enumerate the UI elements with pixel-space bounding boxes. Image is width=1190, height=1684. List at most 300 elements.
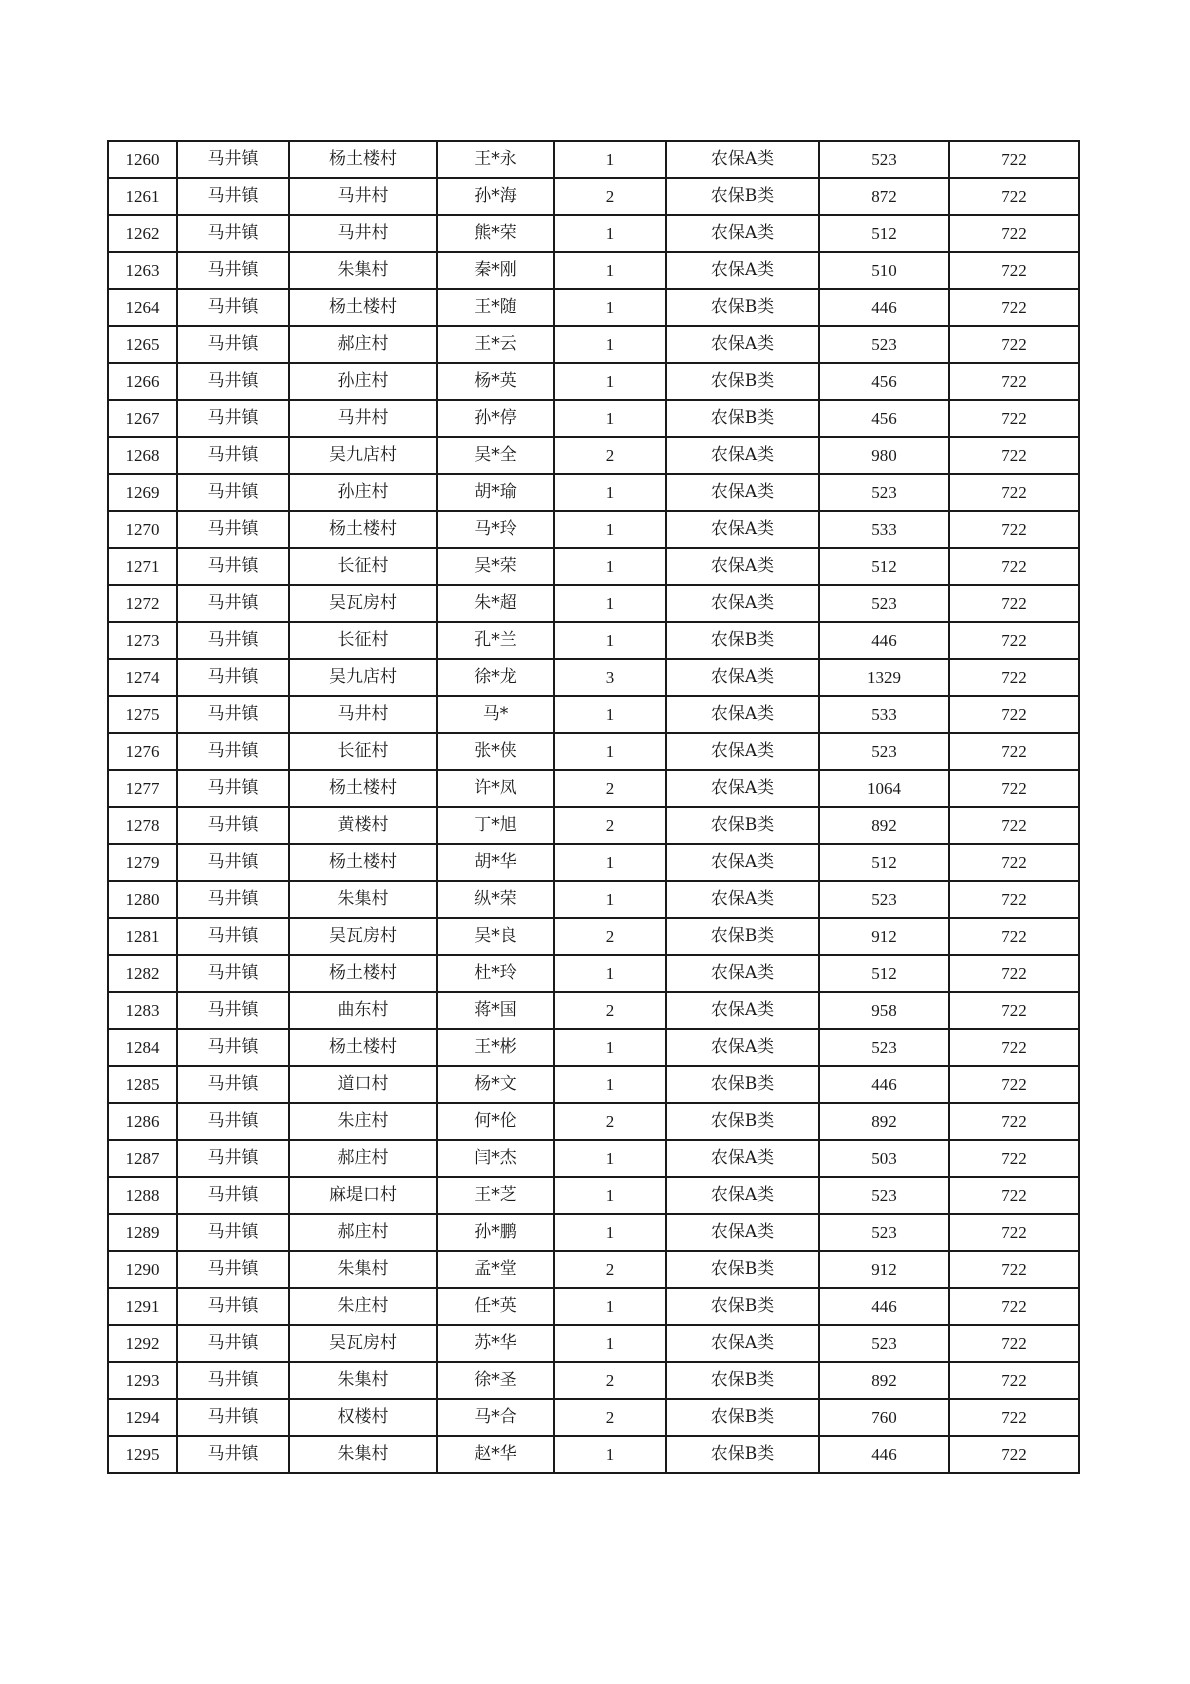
table-row	[108, 1325, 1079, 1362]
cell-name: 何*伦	[437, 1103, 554, 1140]
cell-amount: 1064	[819, 770, 949, 807]
cell-insurance-type: 农保A类	[666, 696, 819, 733]
cell-insurance-type: 农保B类	[666, 1288, 819, 1325]
cell-town: 马井镇	[177, 1029, 289, 1066]
cell-insurance-type: 农保B类	[666, 1066, 819, 1103]
cell-town: 马井镇	[177, 437, 289, 474]
cell-household-size: 1	[554, 326, 666, 363]
table-row	[108, 326, 1079, 363]
cell-household-size: 1	[554, 844, 666, 881]
cell-serial-number: 1261	[108, 178, 177, 215]
cell-town: 马井镇	[177, 955, 289, 992]
cell-amount: 456	[819, 363, 949, 400]
cell-household-size: 1	[554, 733, 666, 770]
cell-standard: 722	[949, 1140, 1079, 1177]
table-row	[108, 992, 1079, 1029]
cell-serial-number: 1273	[108, 622, 177, 659]
cell-village: 杨土楼村	[289, 770, 437, 807]
cell-amount: 523	[819, 1214, 949, 1251]
cell-town: 马井镇	[177, 252, 289, 289]
cell-amount: 523	[819, 1325, 949, 1362]
cell-amount: 523	[819, 474, 949, 511]
cell-village: 长征村	[289, 622, 437, 659]
cell-amount: 523	[819, 585, 949, 622]
cell-standard: 722	[949, 881, 1079, 918]
cell-insurance-type: 农保A类	[666, 252, 819, 289]
cell-amount: 456	[819, 400, 949, 437]
cell-household-size: 2	[554, 918, 666, 955]
cell-household-size: 3	[554, 659, 666, 696]
cell-standard: 722	[949, 289, 1079, 326]
cell-name: 王*随	[437, 289, 554, 326]
cell-insurance-type: 农保A类	[666, 1214, 819, 1251]
cell-town: 马井镇	[177, 696, 289, 733]
cell-standard: 722	[949, 1029, 1079, 1066]
cell-name: 孙*海	[437, 178, 554, 215]
cell-serial-number: 1290	[108, 1251, 177, 1288]
cell-serial-number: 1263	[108, 252, 177, 289]
cell-insurance-type: 农保A类	[666, 659, 819, 696]
table-row	[108, 881, 1079, 918]
table-row	[108, 437, 1079, 474]
cell-standard: 722	[949, 918, 1079, 955]
cell-insurance-type: 农保A类	[666, 1325, 819, 1362]
cell-serial-number: 1280	[108, 881, 177, 918]
table-row	[108, 141, 1079, 178]
cell-serial-number: 1270	[108, 511, 177, 548]
cell-amount: 980	[819, 437, 949, 474]
cell-amount: 446	[819, 1066, 949, 1103]
table-row	[108, 1177, 1079, 1214]
cell-standard: 722	[949, 1066, 1079, 1103]
table-row	[108, 1288, 1079, 1325]
table-row	[108, 511, 1079, 548]
cell-serial-number: 1289	[108, 1214, 177, 1251]
cell-name: 胡*华	[437, 844, 554, 881]
cell-standard: 722	[949, 1177, 1079, 1214]
cell-household-size: 2	[554, 992, 666, 1029]
cell-name: 蒋*国	[437, 992, 554, 1029]
cell-town: 马井镇	[177, 141, 289, 178]
cell-town: 马井镇	[177, 289, 289, 326]
cell-town: 马井镇	[177, 918, 289, 955]
cell-name: 闫*杰	[437, 1140, 554, 1177]
cell-serial-number: 1275	[108, 696, 177, 733]
cell-serial-number: 1281	[108, 918, 177, 955]
cell-household-size: 1	[554, 1325, 666, 1362]
cell-town: 马井镇	[177, 659, 289, 696]
cell-standard: 722	[949, 1214, 1079, 1251]
cell-amount: 523	[819, 326, 949, 363]
cell-town: 马井镇	[177, 1288, 289, 1325]
cell-amount: 523	[819, 733, 949, 770]
cell-insurance-type: 农保B类	[666, 1251, 819, 1288]
cell-standard: 722	[949, 511, 1079, 548]
cell-serial-number: 1277	[108, 770, 177, 807]
cell-insurance-type: 农保A类	[666, 1140, 819, 1177]
cell-name: 徐*龙	[437, 659, 554, 696]
cell-insurance-type: 农保A类	[666, 511, 819, 548]
cell-town: 马井镇	[177, 326, 289, 363]
cell-village: 孙庄村	[289, 363, 437, 400]
cell-serial-number: 1264	[108, 289, 177, 326]
cell-town: 马井镇	[177, 1251, 289, 1288]
cell-serial-number: 1293	[108, 1362, 177, 1399]
cell-village: 马井村	[289, 696, 437, 733]
cell-household-size: 1	[554, 1029, 666, 1066]
cell-town: 马井镇	[177, 1325, 289, 1362]
cell-insurance-type: 农保A类	[666, 1177, 819, 1214]
cell-village: 麻堤口村	[289, 1177, 437, 1214]
cell-amount: 510	[819, 252, 949, 289]
cell-insurance-type: 农保B类	[666, 622, 819, 659]
cell-standard: 722	[949, 659, 1079, 696]
cell-household-size: 1	[554, 622, 666, 659]
table-row	[108, 400, 1079, 437]
cell-village: 杨土楼村	[289, 1029, 437, 1066]
cell-standard: 722	[949, 1399, 1079, 1436]
cell-village: 吴瓦房村	[289, 918, 437, 955]
cell-serial-number: 1291	[108, 1288, 177, 1325]
table-row	[108, 696, 1079, 733]
cell-household-size: 1	[554, 548, 666, 585]
cell-household-size: 1	[554, 1288, 666, 1325]
cell-standard: 722	[949, 1362, 1079, 1399]
cell-standard: 722	[949, 1436, 1079, 1473]
cell-name: 丁*旭	[437, 807, 554, 844]
table-row	[108, 1066, 1079, 1103]
cell-standard: 722	[949, 696, 1079, 733]
cell-household-size: 1	[554, 363, 666, 400]
cell-amount: 533	[819, 696, 949, 733]
cell-amount: 512	[819, 548, 949, 585]
cell-serial-number: 1272	[108, 585, 177, 622]
cell-insurance-type: 农保B类	[666, 178, 819, 215]
cell-household-size: 1	[554, 1436, 666, 1473]
cell-household-size: 1	[554, 1140, 666, 1177]
table-row	[108, 955, 1079, 992]
cell-serial-number: 1267	[108, 400, 177, 437]
cell-amount: 523	[819, 141, 949, 178]
cell-insurance-type: 农保A类	[666, 215, 819, 252]
cell-amount: 512	[819, 215, 949, 252]
cell-insurance-type: 农保B类	[666, 400, 819, 437]
table-row	[108, 363, 1079, 400]
cell-village: 吴九店村	[289, 437, 437, 474]
cell-serial-number: 1282	[108, 955, 177, 992]
cell-household-size: 2	[554, 1103, 666, 1140]
cell-standard: 722	[949, 585, 1079, 622]
cell-amount: 533	[819, 511, 949, 548]
cell-standard: 722	[949, 1288, 1079, 1325]
cell-name: 吴*良	[437, 918, 554, 955]
cell-household-size: 2	[554, 178, 666, 215]
cell-village: 朱集村	[289, 1362, 437, 1399]
cell-town: 马井镇	[177, 548, 289, 585]
cell-name: 马*	[437, 696, 554, 733]
cell-village: 马井村	[289, 400, 437, 437]
table-row	[108, 807, 1079, 844]
cell-insurance-type: 农保B类	[666, 918, 819, 955]
cell-town: 马井镇	[177, 622, 289, 659]
cell-insurance-type: 农保A类	[666, 141, 819, 178]
cell-name: 孟*堂	[437, 1251, 554, 1288]
cell-village: 杨土楼村	[289, 141, 437, 178]
table-row	[108, 1029, 1079, 1066]
cell-standard: 722	[949, 622, 1079, 659]
cell-household-size: 1	[554, 585, 666, 622]
cell-town: 马井镇	[177, 474, 289, 511]
cell-insurance-type: 农保B类	[666, 1436, 819, 1473]
cell-amount: 912	[819, 1251, 949, 1288]
cell-serial-number: 1260	[108, 141, 177, 178]
cell-serial-number: 1279	[108, 844, 177, 881]
cell-town: 马井镇	[177, 1140, 289, 1177]
cell-village: 长征村	[289, 548, 437, 585]
cell-village: 杨土楼村	[289, 844, 437, 881]
cell-name: 赵*华	[437, 1436, 554, 1473]
cell-village: 长征村	[289, 733, 437, 770]
cell-standard: 722	[949, 141, 1079, 178]
cell-name: 朱*超	[437, 585, 554, 622]
cell-standard: 722	[949, 326, 1079, 363]
cell-household-size: 1	[554, 289, 666, 326]
cell-name: 任*英	[437, 1288, 554, 1325]
cell-name: 熊*荣	[437, 215, 554, 252]
data-table	[107, 140, 1080, 1474]
cell-name: 苏*华	[437, 1325, 554, 1362]
table-row	[108, 1436, 1079, 1473]
cell-town: 马井镇	[177, 1214, 289, 1251]
cell-household-size: 1	[554, 881, 666, 918]
table-row	[108, 844, 1079, 881]
cell-standard: 722	[949, 1325, 1079, 1362]
cell-town: 马井镇	[177, 511, 289, 548]
cell-amount: 523	[819, 1029, 949, 1066]
table-row	[108, 733, 1079, 770]
cell-serial-number: 1274	[108, 659, 177, 696]
cell-amount: 446	[819, 289, 949, 326]
cell-insurance-type: 农保A类	[666, 585, 819, 622]
cell-household-size: 1	[554, 1066, 666, 1103]
cell-amount: 872	[819, 178, 949, 215]
cell-standard: 722	[949, 178, 1079, 215]
cell-insurance-type: 农保A类	[666, 844, 819, 881]
cell-name: 孙*鹏	[437, 1214, 554, 1251]
cell-insurance-type: 农保B类	[666, 1362, 819, 1399]
cell-town: 马井镇	[177, 178, 289, 215]
cell-village: 曲东村	[289, 992, 437, 1029]
cell-name: 杨*英	[437, 363, 554, 400]
table-row	[108, 178, 1079, 215]
cell-insurance-type: 农保A类	[666, 770, 819, 807]
table-row	[108, 622, 1079, 659]
cell-household-size: 2	[554, 1399, 666, 1436]
cell-village: 郝庄村	[289, 1140, 437, 1177]
cell-name: 杜*玲	[437, 955, 554, 992]
cell-amount: 958	[819, 992, 949, 1029]
cell-standard: 722	[949, 252, 1079, 289]
cell-serial-number: 1266	[108, 363, 177, 400]
table-row	[108, 585, 1079, 622]
cell-standard: 722	[949, 363, 1079, 400]
table-row	[108, 1399, 1079, 1436]
cell-village: 朱集村	[289, 881, 437, 918]
cell-serial-number: 1276	[108, 733, 177, 770]
cell-insurance-type: 农保A类	[666, 881, 819, 918]
cell-village: 杨土楼村	[289, 289, 437, 326]
cell-amount: 446	[819, 1288, 949, 1325]
cell-serial-number: 1295	[108, 1436, 177, 1473]
cell-town: 马井镇	[177, 992, 289, 1029]
cell-village: 杨土楼村	[289, 955, 437, 992]
cell-town: 马井镇	[177, 1103, 289, 1140]
cell-insurance-type: 农保A类	[666, 437, 819, 474]
cell-amount: 446	[819, 1436, 949, 1473]
cell-serial-number: 1271	[108, 548, 177, 585]
cell-serial-number: 1278	[108, 807, 177, 844]
cell-serial-number: 1268	[108, 437, 177, 474]
cell-household-size: 1	[554, 1214, 666, 1251]
table-row	[108, 1140, 1079, 1177]
cell-town: 马井镇	[177, 807, 289, 844]
cell-household-size: 2	[554, 437, 666, 474]
cell-town: 马井镇	[177, 363, 289, 400]
cell-village: 郝庄村	[289, 1214, 437, 1251]
cell-standard: 722	[949, 770, 1079, 807]
table-row	[108, 1103, 1079, 1140]
cell-amount: 892	[819, 807, 949, 844]
cell-household-size: 1	[554, 400, 666, 437]
cell-village: 杨土楼村	[289, 511, 437, 548]
cell-town: 马井镇	[177, 844, 289, 881]
cell-village: 权楼村	[289, 1399, 437, 1436]
cell-village: 孙庄村	[289, 474, 437, 511]
cell-name: 孙*停	[437, 400, 554, 437]
table-row	[108, 1251, 1079, 1288]
cell-amount: 1329	[819, 659, 949, 696]
cell-town: 马井镇	[177, 1399, 289, 1436]
table-row	[108, 474, 1079, 511]
cell-amount: 523	[819, 881, 949, 918]
cell-insurance-type: 农保B类	[666, 289, 819, 326]
cell-insurance-type: 农保B类	[666, 1103, 819, 1140]
cell-household-size: 2	[554, 1251, 666, 1288]
cell-town: 马井镇	[177, 881, 289, 918]
cell-standard: 722	[949, 733, 1079, 770]
cell-insurance-type: 农保A类	[666, 548, 819, 585]
cell-serial-number: 1287	[108, 1140, 177, 1177]
cell-name: 孔*兰	[437, 622, 554, 659]
cell-amount: 512	[819, 844, 949, 881]
cell-village: 黄楼村	[289, 807, 437, 844]
cell-household-size: 1	[554, 955, 666, 992]
cell-household-size: 1	[554, 215, 666, 252]
cell-serial-number: 1288	[108, 1177, 177, 1214]
cell-insurance-type: 农保A类	[666, 474, 819, 511]
cell-household-size: 2	[554, 1362, 666, 1399]
cell-standard: 722	[949, 548, 1079, 585]
cell-town: 马井镇	[177, 585, 289, 622]
cell-insurance-type: 农保A类	[666, 733, 819, 770]
table-body	[108, 141, 1079, 1473]
cell-insurance-type: 农保A类	[666, 1029, 819, 1066]
cell-standard: 722	[949, 437, 1079, 474]
cell-name: 胡*瑜	[437, 474, 554, 511]
cell-name: 杨*文	[437, 1066, 554, 1103]
cell-amount: 760	[819, 1399, 949, 1436]
cell-name: 张*侠	[437, 733, 554, 770]
cell-town: 马井镇	[177, 1436, 289, 1473]
cell-insurance-type: 农保A类	[666, 326, 819, 363]
cell-insurance-type: 农保B类	[666, 1399, 819, 1436]
cell-serial-number: 1286	[108, 1103, 177, 1140]
cell-village: 吴九店村	[289, 659, 437, 696]
cell-amount: 892	[819, 1362, 949, 1399]
cell-town: 马井镇	[177, 770, 289, 807]
cell-standard: 722	[949, 215, 1079, 252]
cell-insurance-type: 农保B类	[666, 363, 819, 400]
cell-serial-number: 1283	[108, 992, 177, 1029]
cell-household-size: 2	[554, 807, 666, 844]
cell-name: 马*合	[437, 1399, 554, 1436]
cell-standard: 722	[949, 807, 1079, 844]
cell-name: 王*云	[437, 326, 554, 363]
cell-name: 纵*荣	[437, 881, 554, 918]
cell-household-size: 1	[554, 141, 666, 178]
cell-name: 吴*全	[437, 437, 554, 474]
cell-amount: 892	[819, 1103, 949, 1140]
cell-serial-number: 1265	[108, 326, 177, 363]
cell-village: 吴瓦房村	[289, 585, 437, 622]
cell-village: 吴瓦房村	[289, 1325, 437, 1362]
cell-name: 吴*荣	[437, 548, 554, 585]
cell-town: 马井镇	[177, 1066, 289, 1103]
cell-serial-number: 1284	[108, 1029, 177, 1066]
cell-standard: 722	[949, 1251, 1079, 1288]
cell-standard: 722	[949, 844, 1079, 881]
cell-town: 马井镇	[177, 733, 289, 770]
cell-name: 王*彬	[437, 1029, 554, 1066]
cell-town: 马井镇	[177, 1177, 289, 1214]
cell-household-size: 1	[554, 696, 666, 733]
cell-insurance-type: 农保A类	[666, 955, 819, 992]
cell-serial-number: 1292	[108, 1325, 177, 1362]
table-row	[108, 918, 1079, 955]
cell-standard: 722	[949, 955, 1079, 992]
cell-name: 王*永	[437, 141, 554, 178]
cell-name: 徐*圣	[437, 1362, 554, 1399]
cell-household-size: 1	[554, 511, 666, 548]
cell-household-size: 1	[554, 1177, 666, 1214]
cell-household-size: 2	[554, 770, 666, 807]
cell-village: 朱庄村	[289, 1288, 437, 1325]
cell-village: 马井村	[289, 178, 437, 215]
cell-amount: 503	[819, 1140, 949, 1177]
cell-name: 许*凤	[437, 770, 554, 807]
cell-town: 马井镇	[177, 1362, 289, 1399]
table-row	[108, 215, 1079, 252]
cell-household-size: 1	[554, 474, 666, 511]
cell-name: 王*芝	[437, 1177, 554, 1214]
cell-amount: 512	[819, 955, 949, 992]
cell-insurance-type: 农保A类	[666, 992, 819, 1029]
table-row	[108, 252, 1079, 289]
cell-standard: 722	[949, 474, 1079, 511]
cell-village: 道口村	[289, 1066, 437, 1103]
cell-insurance-type: 农保B类	[666, 807, 819, 844]
cell-name: 秦*刚	[437, 252, 554, 289]
